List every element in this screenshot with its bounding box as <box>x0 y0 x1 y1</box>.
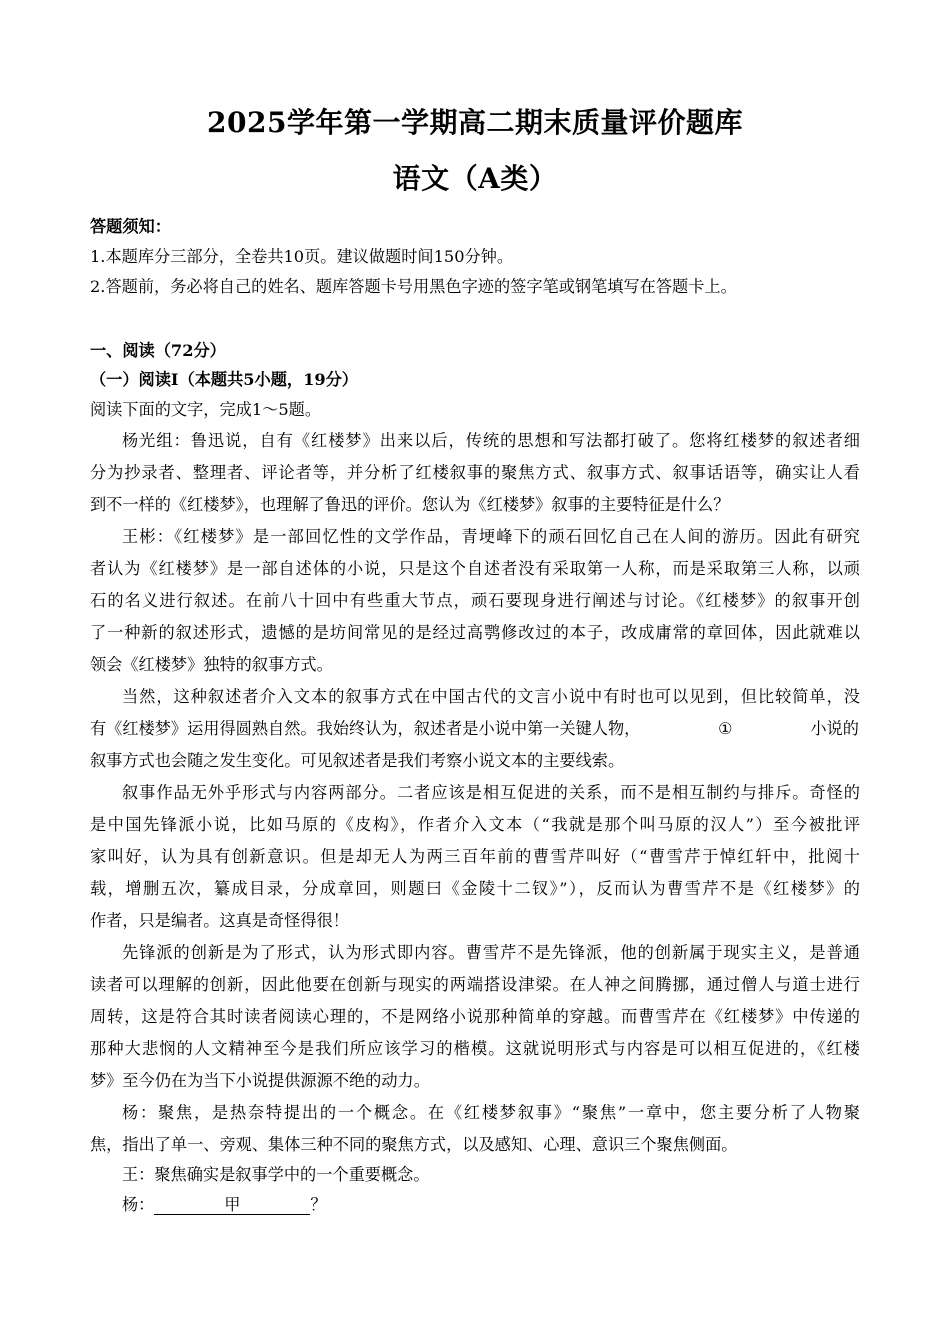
part-heading: （一）阅读I（本题共5小题，19分） <box>90 370 358 389</box>
instruction: 阅读下面的文字，完成1～5题。 <box>90 400 322 419</box>
notice-item-1: 1.本题库分三部分，全卷共10页。建议做题时间150分钟。 <box>90 247 514 266</box>
notice-heading: 答题须知： <box>90 217 171 236</box>
passage-line: 当然，这种叙述者介入文本的叙事方式在中国古代的文言小说中有时也可以见到，但比较简单，没 <box>122 687 860 706</box>
passage-line: 焦，指出了单一、旁观、集体三种不同的聚焦方式，以及感知、心理、意识三个聚焦侧面。 <box>90 1135 738 1154</box>
passage-line: 叙事作品无外乎形式与内容两部分。二者应该是相互促进的关系，而不是相互制约与排斥。奇怪的 <box>122 783 860 802</box>
passage-line: 先锋派的创新是为了形式，认为形式即内容。曹雪芹不是先锋派，他的创新属于现实主义，是普通 <box>122 943 860 962</box>
passage-line: 王彬：《红楼梦》是一部回忆性的文学作品，青埂峰下的顽石回忆自己在人间的游历。因此有研究 <box>122 527 860 546</box>
speaker-label: 杨： <box>122 1195 155 1214</box>
section-heading: 一、阅读（72分） <box>90 341 226 360</box>
passage-line: 是中国先锋派小说，比如马原的《皮构》，作者介入文本（“我就是那个叫马原的汉人”）至今被批评 <box>90 815 860 834</box>
passage-line: 杨光组：鲁迅说，自有《红楼梦》出来以后，传统的思想和写法都打破了。您将红楼梦的叙述者细 <box>122 431 860 450</box>
passage-line: 分为抄录者、整理者、评论者等，并分析了红楼叙事的聚焦方式、叙事方式、叙事话语等，确实让人看 <box>90 463 860 482</box>
page-title: 2025学年第一学期高二期末质量评价题库 <box>207 106 743 139</box>
question-mark: ？ <box>310 1195 327 1214</box>
passage-line: 作者，只是编者。这真是奇怪得很！ <box>90 911 349 930</box>
passage-text: 有《红楼梦》运用得圆熟自然。我始终认为，叙述者是小说中第一关键人物， <box>90 719 641 738</box>
page-subtitle: 语文（A类） <box>392 162 558 195</box>
passage-line: 那种大悲悯的人文精神至今是我们所应该学习的楷模。这就说明形式与内容是可以相互促进的，《红楼 <box>90 1039 860 1058</box>
passage-line: 载，增删五次，纂成目录，分成章回，则题曰《金陵十二钗》”），反而认为曹雪芹不是《红楼梦》的 <box>90 879 860 898</box>
blank-marker-1: ① <box>718 719 733 738</box>
passage-line <box>90 719 860 739</box>
passage-line: 周转，这是符合其时读者阅读心理的，不是网络小说那种简单的穿越。而曹雪芹在《红楼梦》中传递的 <box>90 1007 860 1026</box>
notice-item-2: 2.答题前，务必将自己的姓名、题库答题卡号用黑色字迹的签字笔或钢笔填写在答题卡上。 <box>90 277 737 296</box>
passage-line: 家叫好，认为具有创新意识。但是却无人为两三百年前的曹雪芹叫好（“曹雪芹于悼红轩中，批阅十 <box>90 847 860 866</box>
answer-blank-jia[interactable]: 甲 <box>154 1196 310 1215</box>
passage-line: 读者可以理解的创新，因此他要在创新与现实的两端搭设津梁。在人神之间腾挪，通过僧人与道士进行 <box>90 975 860 994</box>
passage-line: 石的名义进行叙述。在前八十回中有些重大节点，顽石要现身进行阐述与讨论。《红楼梦》的叙事开创 <box>90 591 860 610</box>
passage-text: 小说的 <box>810 719 859 738</box>
passage-line: 者认为《红楼梦》是一部自述体的小说，只是这个自述者没有采取第一人称，而是采取第三人称，以顽 <box>90 559 860 578</box>
passage-line: 王：聚焦确实是叙事学中的一个重要概念。 <box>122 1165 430 1184</box>
passage-line: 杨：聚焦，是热奈特提出的一个概念。在《红楼梦叙事》“聚焦”一章中，您主要分析了人物聚 <box>122 1103 860 1122</box>
passage-line <box>122 1195 860 1215</box>
passage-line: 梦》至今仍在为当下小说提供源源不绝的动力。 <box>90 1071 430 1090</box>
passage-line: 到不一样的《红楼梦》，也理解了鲁迅的评价。您认为《红楼梦》叙事的主要特征是什么？ <box>90 495 730 514</box>
passage-line: 了一种新的叙述形式，遗憾的是坊间常见的是经过高鹗修改过的本子，改成庸常的章回体，因此就难以 <box>90 623 860 642</box>
passage-line: 领会《红楼梦》独特的叙事方式。 <box>90 655 333 674</box>
passage-line: 叙事方式也会随之发生变化。可见叙述者是我们考察小说文本的主要线索。 <box>90 751 625 770</box>
